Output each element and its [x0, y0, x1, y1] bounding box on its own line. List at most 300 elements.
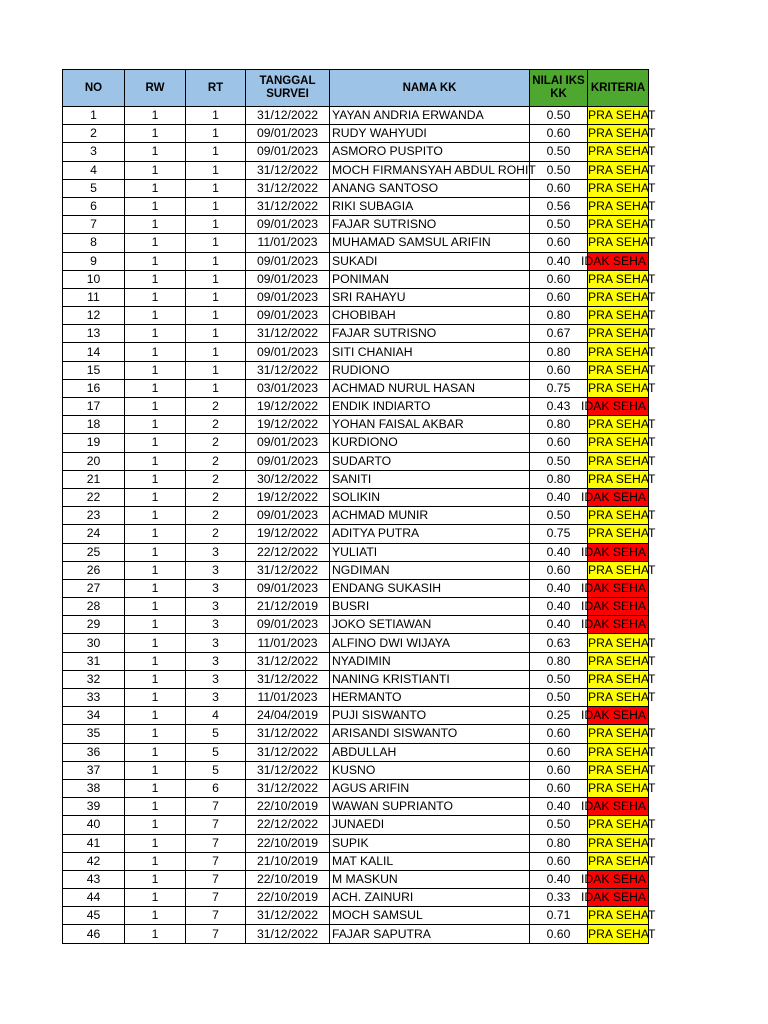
cell-no[interactable]: 30	[63, 634, 125, 652]
cell-rw[interactable]: 1	[125, 270, 186, 288]
cell-no[interactable]: 27	[63, 579, 125, 597]
cell-rw[interactable]: 1	[125, 125, 186, 143]
cell-nilai-iks[interactable]: 0.60	[530, 852, 588, 870]
cell-rt[interactable]: 1	[186, 197, 246, 215]
cell-nama-kk[interactable]: ASMORO PUSPITO	[330, 143, 530, 161]
cell-no[interactable]: 37	[63, 761, 125, 779]
cell-rt[interactable]: 1	[186, 234, 246, 252]
cell-no[interactable]: 9	[63, 252, 125, 270]
cell-nilai-iks[interactable]: 0.80	[530, 343, 588, 361]
cell-nilai-iks[interactable]: 0.40	[530, 798, 588, 816]
cell-kriteria[interactable]	[581, 598, 649, 616]
cell-tanggal-survei[interactable]: 21/10/2019	[246, 852, 330, 870]
cell-no[interactable]: 32	[63, 670, 125, 688]
cell-rt[interactable]: 1	[186, 307, 246, 325]
cell-no[interactable]: 31	[63, 652, 125, 670]
cell-nilai-iks[interactable]: 0.63	[530, 634, 588, 652]
cell-tanggal-survei[interactable]: 31/12/2022	[246, 779, 330, 797]
cell-rw[interactable]: 1	[125, 107, 186, 125]
cell-rw[interactable]: 1	[125, 707, 186, 725]
cell-kriteria[interactable]	[588, 179, 656, 197]
cell-nama-kk[interactable]: SITI CHANIAH	[330, 343, 530, 361]
cell-nilai-iks[interactable]: 0.80	[530, 416, 588, 434]
cell-nilai-iks[interactable]: 0.43	[530, 398, 588, 416]
cell-no[interactable]: 22	[63, 488, 125, 506]
cell-nilai-iks[interactable]: 0.80	[530, 652, 588, 670]
cell-nilai-iks[interactable]: 0.80	[530, 470, 588, 488]
cell-tanggal-survei[interactable]: 24/04/2019	[246, 707, 330, 725]
cell-nama-kk[interactable]: SUDARTO	[330, 452, 530, 470]
cell-nilai-iks[interactable]: 0.40	[530, 616, 588, 634]
cell-nilai-iks[interactable]: 0.60	[530, 761, 588, 779]
cell-nama-kk[interactable]: SUKADI	[330, 252, 530, 270]
cell-nilai-iks[interactable]: 0.50	[530, 107, 588, 125]
cell-rt[interactable]: 2	[186, 416, 246, 434]
cell-no[interactable]: 8	[63, 234, 125, 252]
header-nilai-iks-kk[interactable]: NILAI IKS KK	[530, 70, 588, 107]
cell-nilai-iks[interactable]: 0.60	[530, 725, 588, 743]
cell-nama-kk[interactable]: MOCH FIRMANSYAH ABDUL ROHIT	[330, 161, 530, 179]
cell-no[interactable]: 43	[63, 870, 125, 888]
cell-tanggal-survei[interactable]: 09/01/2023	[246, 616, 330, 634]
cell-rt[interactable]: 1	[186, 252, 246, 270]
cell-rt[interactable]: 3	[186, 670, 246, 688]
cell-nilai-iks[interactable]: 0.80	[530, 307, 588, 325]
cell-nama-kk[interactable]: NANING KRISTIANTI	[330, 670, 530, 688]
cell-nilai-iks[interactable]: 0.25	[530, 707, 588, 725]
cell-nilai-iks[interactable]: 0.40	[530, 579, 588, 597]
cell-tanggal-survei[interactable]: 31/12/2022	[246, 743, 330, 761]
cell-tanggal-survei[interactable]: 09/01/2023	[246, 288, 330, 306]
cell-no[interactable]: 19	[63, 434, 125, 452]
cell-nilai-iks[interactable]: 0.50	[530, 143, 588, 161]
cell-nilai-iks[interactable]: 0.60	[530, 561, 588, 579]
cell-kriteria[interactable]	[581, 616, 649, 634]
cell-kriteria[interactable]	[588, 125, 656, 143]
header-no[interactable]: NO	[63, 70, 125, 107]
cell-nama-kk[interactable]: PUJI SISWANTO	[330, 707, 530, 725]
cell-no[interactable]: 7	[63, 216, 125, 234]
cell-nilai-iks[interactable]: 0.50	[530, 689, 588, 707]
cell-rt[interactable]: 7	[186, 925, 246, 943]
cell-kriteria[interactable]	[588, 743, 656, 761]
cell-nama-kk[interactable]: SOLIKIN	[330, 488, 530, 506]
cell-rw[interactable]: 1	[125, 670, 186, 688]
cell-tanggal-survei[interactable]: 31/12/2022	[246, 761, 330, 779]
cell-no[interactable]: 28	[63, 598, 125, 616]
cell-tanggal-survei[interactable]: 09/01/2023	[246, 252, 330, 270]
cell-no[interactable]: 40	[63, 816, 125, 834]
cell-kriteria[interactable]	[588, 670, 656, 688]
cell-kriteria[interactable]	[588, 161, 656, 179]
cell-rw[interactable]: 1	[125, 234, 186, 252]
cell-tanggal-survei[interactable]: 09/01/2023	[246, 452, 330, 470]
cell-nama-kk[interactable]: JUNAEDI	[330, 816, 530, 834]
cell-kriteria[interactable]	[588, 561, 656, 579]
cell-nama-kk[interactable]: ARISANDI SISWANTO	[330, 725, 530, 743]
cell-no[interactable]: 24	[63, 525, 125, 543]
header-rw[interactable]: RW	[125, 70, 186, 107]
cell-nama-kk[interactable]: RUDY WAHYUDI	[330, 125, 530, 143]
cell-rt[interactable]: 2	[186, 452, 246, 470]
cell-nilai-iks[interactable]: 0.50	[530, 161, 588, 179]
header-tanggal-survei[interactable]: TANGGAL SURVEI	[246, 70, 330, 107]
cell-rt[interactable]: 2	[186, 398, 246, 416]
cell-nama-kk[interactable]: YAYAN ANDRIA ERWANDA	[330, 107, 530, 125]
cell-no[interactable]: 17	[63, 398, 125, 416]
cell-no[interactable]: 45	[63, 907, 125, 925]
cell-kriteria[interactable]	[588, 761, 656, 779]
cell-kriteria[interactable]	[588, 525, 656, 543]
cell-nama-kk[interactable]: ENDANG SUKASIH	[330, 579, 530, 597]
cell-kriteria[interactable]	[581, 870, 649, 888]
cell-nama-kk[interactable]: BUSRI	[330, 598, 530, 616]
cell-nilai-iks[interactable]: 0.60	[530, 179, 588, 197]
cell-tanggal-survei[interactable]: 11/01/2023	[246, 634, 330, 652]
cell-rw[interactable]: 1	[125, 179, 186, 197]
cell-rt[interactable]: 5	[186, 743, 246, 761]
cell-no[interactable]: 35	[63, 725, 125, 743]
cell-tanggal-survei[interactable]: 31/12/2022	[246, 179, 330, 197]
cell-rw[interactable]: 1	[125, 779, 186, 797]
cell-no[interactable]: 11	[63, 288, 125, 306]
cell-nama-kk[interactable]: PONIMAN	[330, 270, 530, 288]
cell-no[interactable]: 15	[63, 361, 125, 379]
cell-rw[interactable]: 1	[125, 689, 186, 707]
cell-nama-kk[interactable]: MOCH SAMSUL	[330, 907, 530, 925]
cell-rw[interactable]: 1	[125, 434, 186, 452]
cell-rw[interactable]: 1	[125, 288, 186, 306]
cell-rw[interactable]: 1	[125, 416, 186, 434]
cell-rw[interactable]: 1	[125, 216, 186, 234]
cell-rt[interactable]: 1	[186, 179, 246, 197]
cell-tanggal-survei[interactable]: 31/12/2022	[246, 670, 330, 688]
cell-rt[interactable]: 1	[186, 107, 246, 125]
cell-kriteria[interactable]	[588, 925, 656, 943]
cell-tanggal-survei[interactable]: 19/12/2022	[246, 416, 330, 434]
cell-rw[interactable]: 1	[125, 743, 186, 761]
cell-rt[interactable]: 1	[186, 125, 246, 143]
cell-nama-kk[interactable]: SRI RAHAYU	[330, 288, 530, 306]
cell-no[interactable]: 2	[63, 125, 125, 143]
cell-nilai-iks[interactable]: 0.40	[530, 543, 588, 561]
cell-kriteria[interactable]	[588, 325, 656, 343]
cell-rw[interactable]: 1	[125, 507, 186, 525]
cell-tanggal-survei[interactable]: 31/12/2022	[246, 197, 330, 215]
cell-rt[interactable]: 2	[186, 488, 246, 506]
cell-nilai-iks[interactable]: 0.40	[530, 252, 588, 270]
cell-no[interactable]: 20	[63, 452, 125, 470]
cell-rt[interactable]: 4	[186, 707, 246, 725]
cell-kriteria[interactable]	[588, 852, 656, 870]
cell-rt[interactable]: 7	[186, 816, 246, 834]
cell-rw[interactable]: 1	[125, 470, 186, 488]
cell-no[interactable]: 12	[63, 307, 125, 325]
cell-kriteria[interactable]	[588, 361, 656, 379]
cell-no[interactable]: 16	[63, 379, 125, 397]
cell-rw[interactable]: 1	[125, 452, 186, 470]
cell-nama-kk[interactable]: KURDIONO	[330, 434, 530, 452]
cell-kriteria[interactable]	[581, 252, 649, 270]
cell-kriteria[interactable]	[581, 543, 649, 561]
cell-nama-kk[interactable]: KUSNO	[330, 761, 530, 779]
cell-no[interactable]: 5	[63, 179, 125, 197]
cell-kriteria[interactable]	[588, 725, 656, 743]
cell-no[interactable]: 13	[63, 325, 125, 343]
cell-nama-kk[interactable]: HERMANTO	[330, 689, 530, 707]
cell-tanggal-survei[interactable]: 22/10/2019	[246, 834, 330, 852]
cell-rw[interactable]: 1	[125, 161, 186, 179]
cell-nama-kk[interactable]: FAJAR SUTRISNO	[330, 325, 530, 343]
cell-nama-kk[interactable]: ACHMAD MUNIR	[330, 507, 530, 525]
cell-nilai-iks[interactable]: 0.60	[530, 434, 588, 452]
cell-tanggal-survei[interactable]: 31/12/2022	[246, 907, 330, 925]
cell-nama-kk[interactable]: JOKO SETIAWAN	[330, 616, 530, 634]
cell-tanggal-survei[interactable]: 31/12/2022	[246, 361, 330, 379]
cell-nama-kk[interactable]: RIKI SUBAGIA	[330, 197, 530, 215]
cell-rt[interactable]: 3	[186, 634, 246, 652]
cell-rw[interactable]: 1	[125, 598, 186, 616]
cell-no[interactable]: 3	[63, 143, 125, 161]
cell-nilai-iks[interactable]: 0.40	[530, 598, 588, 616]
cell-no[interactable]: 25	[63, 543, 125, 561]
cell-tanggal-survei[interactable]: 09/01/2023	[246, 307, 330, 325]
cell-nilai-iks[interactable]: 0.40	[530, 488, 588, 506]
cell-tanggal-survei[interactable]: 22/10/2019	[246, 889, 330, 907]
cell-no[interactable]: 46	[63, 925, 125, 943]
cell-kriteria[interactable]	[588, 452, 656, 470]
cell-rw[interactable]: 1	[125, 634, 186, 652]
cell-nilai-iks[interactable]: 0.80	[530, 834, 588, 852]
cell-rt[interactable]: 1	[186, 288, 246, 306]
cell-rw[interactable]: 1	[125, 852, 186, 870]
cell-kriteria[interactable]	[588, 216, 656, 234]
cell-kriteria[interactable]	[588, 834, 656, 852]
cell-nilai-iks[interactable]: 0.50	[530, 216, 588, 234]
cell-tanggal-survei[interactable]: 19/12/2022	[246, 488, 330, 506]
cell-kriteria[interactable]	[588, 816, 656, 834]
cell-kriteria[interactable]	[581, 398, 649, 416]
cell-tanggal-survei[interactable]: 11/01/2023	[246, 234, 330, 252]
cell-nilai-iks[interactable]: 0.60	[530, 743, 588, 761]
cell-rt[interactable]: 1	[186, 343, 246, 361]
cell-nilai-iks[interactable]: 0.75	[530, 379, 588, 397]
cell-rw[interactable]: 1	[125, 361, 186, 379]
cell-tanggal-survei[interactable]: 22/10/2019	[246, 798, 330, 816]
cell-nilai-iks[interactable]: 0.60	[530, 125, 588, 143]
cell-kriteria[interactable]	[588, 234, 656, 252]
cell-nama-kk[interactable]: ADITYA PUTRA	[330, 525, 530, 543]
cell-tanggal-survei[interactable]: 21/12/2019	[246, 598, 330, 616]
cell-rw[interactable]: 1	[125, 816, 186, 834]
cell-rt[interactable]: 7	[186, 889, 246, 907]
cell-nama-kk[interactable]: ACH. ZAINURI	[330, 889, 530, 907]
cell-rw[interactable]: 1	[125, 889, 186, 907]
cell-no[interactable]: 29	[63, 616, 125, 634]
cell-kriteria[interactable]	[588, 416, 656, 434]
cell-nilai-iks[interactable]: 0.60	[530, 779, 588, 797]
cell-tanggal-survei[interactable]: 31/12/2022	[246, 107, 330, 125]
cell-rw[interactable]: 1	[125, 325, 186, 343]
cell-rt[interactable]: 1	[186, 379, 246, 397]
cell-rw[interactable]: 1	[125, 252, 186, 270]
cell-no[interactable]: 39	[63, 798, 125, 816]
cell-no[interactable]: 41	[63, 834, 125, 852]
cell-rt[interactable]: 1	[186, 143, 246, 161]
cell-kriteria[interactable]	[588, 434, 656, 452]
cell-rw[interactable]: 1	[125, 525, 186, 543]
cell-no[interactable]: 26	[63, 561, 125, 579]
cell-tanggal-survei[interactable]: 31/12/2022	[246, 725, 330, 743]
cell-tanggal-survei[interactable]: 09/01/2023	[246, 125, 330, 143]
cell-nama-kk[interactable]: SUPIK	[330, 834, 530, 852]
cell-tanggal-survei[interactable]: 22/12/2022	[246, 543, 330, 561]
cell-no[interactable]: 14	[63, 343, 125, 361]
cell-nilai-iks[interactable]: 0.60	[530, 270, 588, 288]
cell-rw[interactable]: 1	[125, 907, 186, 925]
cell-nama-kk[interactable]: RUDIONO	[330, 361, 530, 379]
cell-nilai-iks[interactable]: 0.75	[530, 525, 588, 543]
cell-rw[interactable]: 1	[125, 761, 186, 779]
cell-rt[interactable]: 2	[186, 507, 246, 525]
cell-tanggal-survei[interactable]: 09/01/2023	[246, 143, 330, 161]
cell-rt[interactable]: 7	[186, 852, 246, 870]
cell-tanggal-survei[interactable]: 31/12/2022	[246, 925, 330, 943]
cell-no[interactable]: 34	[63, 707, 125, 725]
cell-kriteria[interactable]	[588, 779, 656, 797]
cell-no[interactable]: 42	[63, 852, 125, 870]
cell-nama-kk[interactable]: M MASKUN	[330, 870, 530, 888]
cell-no[interactable]: 33	[63, 689, 125, 707]
cell-kriteria[interactable]	[588, 634, 656, 652]
cell-rt[interactable]: 7	[186, 798, 246, 816]
cell-rw[interactable]: 1	[125, 725, 186, 743]
cell-rw[interactable]: 1	[125, 870, 186, 888]
cell-nama-kk[interactable]: AGUS ARIFIN	[330, 779, 530, 797]
cell-rw[interactable]: 1	[125, 343, 186, 361]
cell-nilai-iks[interactable]: 0.60	[530, 361, 588, 379]
cell-rw[interactable]: 1	[125, 143, 186, 161]
cell-tanggal-survei[interactable]: 31/12/2022	[246, 652, 330, 670]
cell-rt[interactable]: 3	[186, 543, 246, 561]
cell-nama-kk[interactable]: ACHMAD NURUL HASAN	[330, 379, 530, 397]
cell-rt[interactable]: 2	[186, 470, 246, 488]
cell-kriteria[interactable]	[588, 379, 656, 397]
cell-tanggal-survei[interactable]: 19/12/2022	[246, 525, 330, 543]
cell-nilai-iks[interactable]: 0.50	[530, 507, 588, 525]
cell-nama-kk[interactable]: WAWAN SUPRIANTO	[330, 798, 530, 816]
cell-tanggal-survei[interactable]: 09/01/2023	[246, 507, 330, 525]
cell-nilai-iks[interactable]: 0.50	[530, 452, 588, 470]
cell-rw[interactable]: 1	[125, 561, 186, 579]
cell-tanggal-survei[interactable]: 31/12/2022	[246, 161, 330, 179]
cell-tanggal-survei[interactable]: 09/01/2023	[246, 270, 330, 288]
cell-rt[interactable]: 2	[186, 434, 246, 452]
cell-kriteria[interactable]	[581, 579, 649, 597]
cell-kriteria[interactable]	[588, 343, 656, 361]
cell-tanggal-survei[interactable]: 09/01/2023	[246, 579, 330, 597]
cell-nilai-iks[interactable]: 0.50	[530, 670, 588, 688]
cell-rw[interactable]: 1	[125, 398, 186, 416]
cell-nama-kk[interactable]: ENDIK INDIARTO	[330, 398, 530, 416]
cell-kriteria[interactable]	[588, 107, 656, 125]
cell-nilai-iks[interactable]: 0.60	[530, 288, 588, 306]
cell-rw[interactable]: 1	[125, 379, 186, 397]
cell-nama-kk[interactable]: ANANG SANTOSO	[330, 179, 530, 197]
cell-rt[interactable]: 3	[186, 561, 246, 579]
cell-rw[interactable]: 1	[125, 488, 186, 506]
cell-no[interactable]: 44	[63, 889, 125, 907]
cell-rt[interactable]: 7	[186, 907, 246, 925]
cell-rt[interactable]: 2	[186, 525, 246, 543]
cell-nama-kk[interactable]: MUHAMAD SAMSUL ARIFIN	[330, 234, 530, 252]
cell-rw[interactable]: 1	[125, 616, 186, 634]
cell-kriteria[interactable]	[581, 889, 649, 907]
cell-rt[interactable]: 3	[186, 652, 246, 670]
cell-tanggal-survei[interactable]: 09/01/2023	[246, 343, 330, 361]
cell-rt[interactable]: 3	[186, 598, 246, 616]
cell-kriteria[interactable]	[588, 689, 656, 707]
cell-nilai-iks[interactable]: 0.60	[530, 925, 588, 943]
cell-tanggal-survei[interactable]: 30/12/2022	[246, 470, 330, 488]
cell-rt[interactable]: 1	[186, 270, 246, 288]
cell-kriteria[interactable]	[581, 798, 649, 816]
cell-nama-kk[interactable]: YOHAN FAISAL AKBAR	[330, 416, 530, 434]
cell-kriteria[interactable]	[588, 652, 656, 670]
cell-tanggal-survei[interactable]: 09/01/2023	[246, 216, 330, 234]
cell-nama-kk[interactable]: CHOBIBAH	[330, 307, 530, 325]
cell-tanggal-survei[interactable]: 31/12/2022	[246, 325, 330, 343]
cell-kriteria[interactable]	[588, 288, 656, 306]
cell-tanggal-survei[interactable]: 31/12/2022	[246, 561, 330, 579]
cell-rt[interactable]: 7	[186, 870, 246, 888]
cell-nilai-iks[interactable]: 0.33	[530, 889, 588, 907]
cell-rw[interactable]: 1	[125, 197, 186, 215]
cell-kriteria[interactable]	[581, 707, 649, 725]
cell-nilai-iks[interactable]: 0.67	[530, 325, 588, 343]
cell-nama-kk[interactable]: ALFINO DWI WIJAYA	[330, 634, 530, 652]
cell-rt[interactable]: 3	[186, 579, 246, 597]
cell-rt[interactable]: 1	[186, 325, 246, 343]
cell-rt[interactable]: 3	[186, 689, 246, 707]
cell-no[interactable]: 38	[63, 779, 125, 797]
cell-no[interactable]: 1	[63, 107, 125, 125]
cell-kriteria[interactable]	[581, 488, 649, 506]
cell-nama-kk[interactable]: FAJAR SUTRISNO	[330, 216, 530, 234]
cell-nilai-iks[interactable]: 0.71	[530, 907, 588, 925]
cell-kriteria[interactable]	[588, 197, 656, 215]
cell-no[interactable]: 10	[63, 270, 125, 288]
cell-kriteria[interactable]	[588, 307, 656, 325]
cell-nilai-iks[interactable]: 0.40	[530, 870, 588, 888]
cell-rt[interactable]: 1	[186, 361, 246, 379]
cell-no[interactable]: 36	[63, 743, 125, 761]
cell-nama-kk[interactable]: NYADIMIN	[330, 652, 530, 670]
cell-kriteria[interactable]	[588, 143, 656, 161]
cell-nama-kk[interactable]: NGDIMAN	[330, 561, 530, 579]
cell-nama-kk[interactable]: FAJAR SAPUTRA	[330, 925, 530, 943]
header-nama-kk[interactable]: NAMA KK	[330, 70, 530, 107]
cell-tanggal-survei[interactable]: 03/01/2023	[246, 379, 330, 397]
cell-nama-kk[interactable]: SANITI	[330, 470, 530, 488]
cell-rt[interactable]: 1	[186, 161, 246, 179]
cell-nilai-iks[interactable]: 0.50	[530, 816, 588, 834]
cell-no[interactable]: 21	[63, 470, 125, 488]
cell-rt[interactable]: 6	[186, 779, 246, 797]
cell-nama-kk[interactable]: ABDULLAH	[330, 743, 530, 761]
cell-rt[interactable]: 5	[186, 725, 246, 743]
cell-tanggal-survei[interactable]: 22/12/2022	[246, 816, 330, 834]
